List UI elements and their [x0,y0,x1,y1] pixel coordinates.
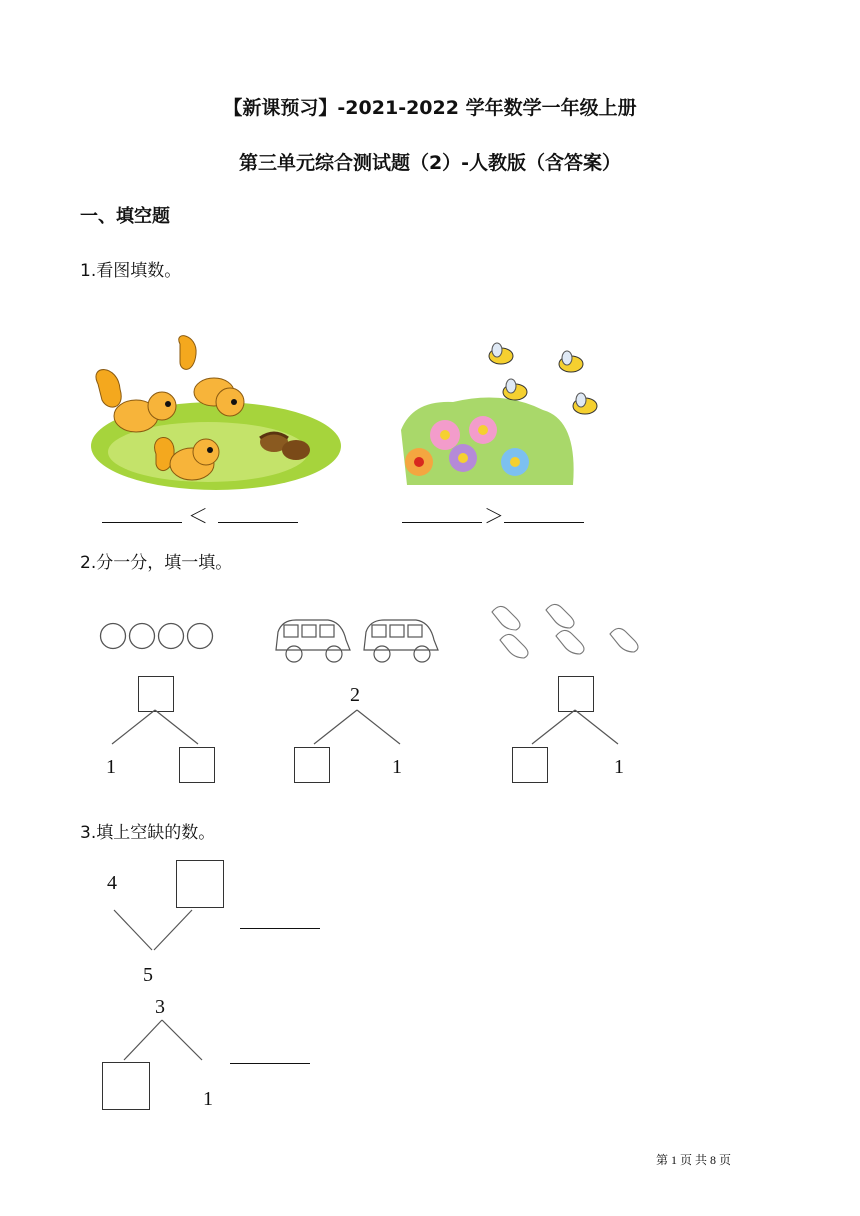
bond-right-number: 1 [392,756,402,778]
section-heading: 一、填空题 [80,206,170,227]
bond-lines [122,1020,206,1064]
two-cars-picture [272,614,442,670]
bees-flowers-picture [393,340,615,485]
answer-blank[interactable] [402,522,482,523]
bond-top-number: 2 [350,684,360,706]
diagram1-left-number: 4 [107,872,117,894]
number-box-right[interactable] [179,747,215,783]
diagram2-top-number: 3 [155,996,165,1018]
document-subtitle: 第三单元综合测试题（2）-人教版（含答案） [238,152,622,174]
question-2-prompt: 2.分一分，填一填。 [80,553,233,573]
answer-blank[interactable] [102,522,182,523]
less-than-symbol: ＜ [188,504,208,528]
document-title: 【新课预习】-2021-2022 学年数学一年级上册 [223,97,637,119]
bond-lines [520,710,630,748]
question-3-prompt: 3.填上空缺的数。 [80,823,216,843]
answer-blank[interactable] [240,928,320,929]
diagram2-right-number: 1 [203,1088,213,1110]
bond-lines [302,710,406,748]
number-box-top[interactable] [138,676,174,712]
car-icon [276,620,350,662]
answer-blank[interactable] [218,522,298,523]
five-birds-picture [486,600,656,672]
number-box[interactable] [176,860,224,908]
squirrel-picture [88,334,338,492]
car-icon [364,620,438,662]
page-footer: 第 1 页 共 8 页 [656,1153,732,1167]
bond-lines [112,908,196,956]
answer-blank[interactable] [230,1063,310,1064]
number-box-left[interactable] [512,747,548,783]
greater-than-symbol: ＞ [484,504,504,528]
bond-lines [100,710,210,748]
diagram1-bottom-number: 5 [143,964,153,986]
number-box-left[interactable] [294,747,330,783]
question-1-prompt: 1.看图填数。 [80,261,182,281]
bond-left-number: 1 [106,756,116,778]
number-box-top[interactable] [558,676,594,712]
bird-icon [492,604,638,658]
number-box[interactable] [102,1062,150,1110]
answer-blank[interactable] [504,522,584,523]
bond-right-number: 1 [614,756,624,778]
four-circles-picture [99,622,219,652]
